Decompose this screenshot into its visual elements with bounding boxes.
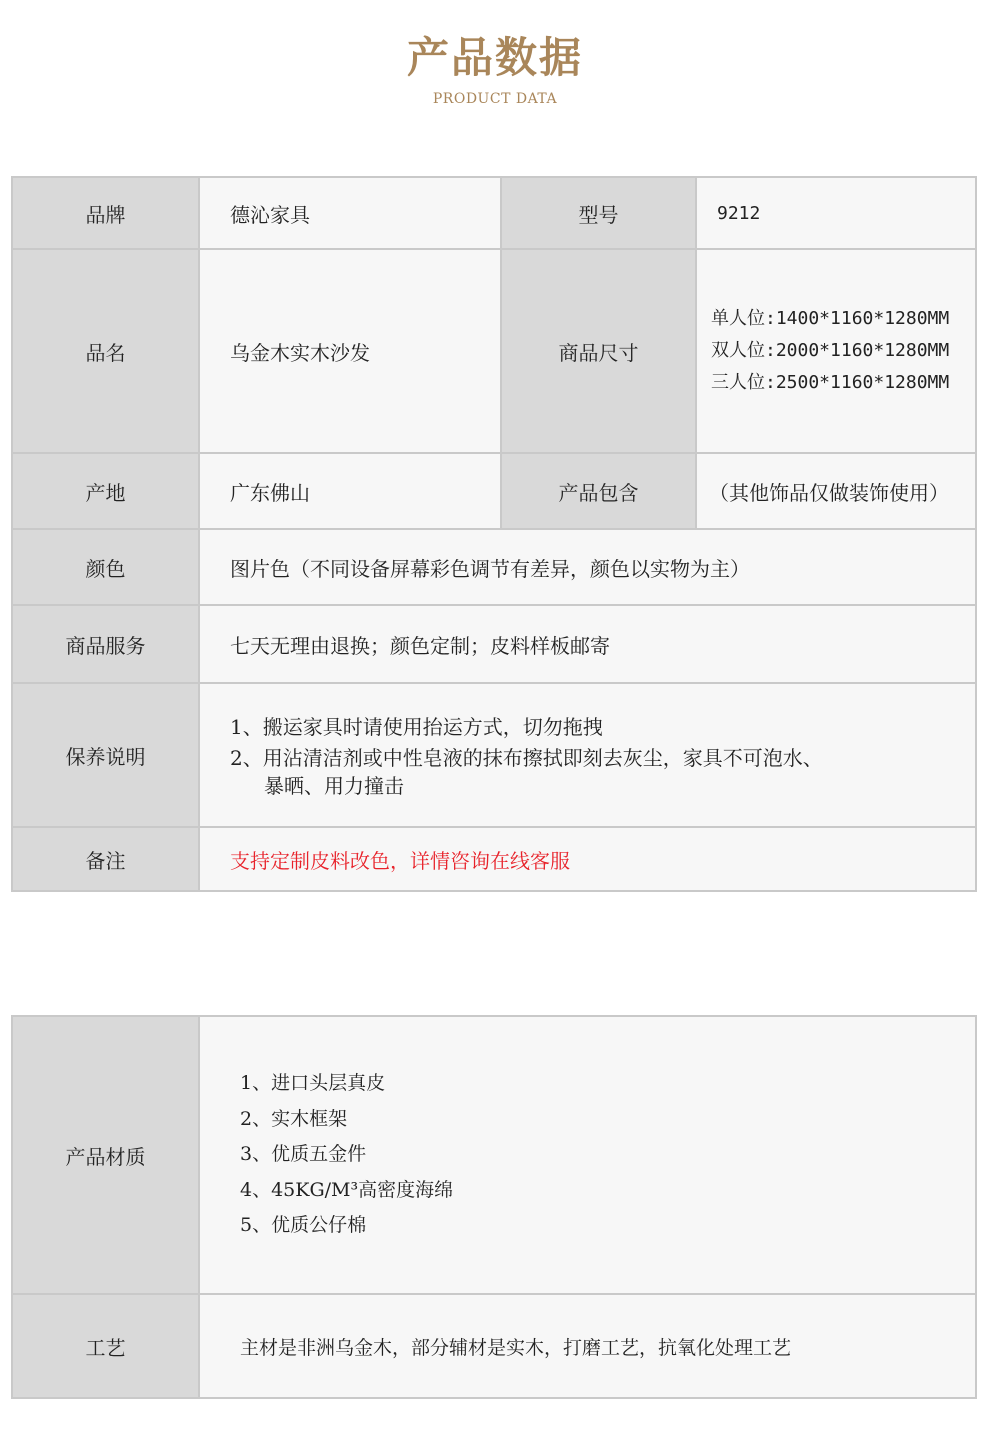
- divider: [13, 826, 975, 828]
- care-line-1: 1、搬运家具时请使用抬运方式，切勿拖拽: [230, 715, 603, 739]
- brand-label: 品牌: [13, 178, 198, 248]
- divider: [198, 178, 200, 890]
- size-triple: 三人位:2500*1160*1280MM: [711, 372, 950, 393]
- divider: [695, 178, 697, 528]
- page-subtitle: PRODUCT DATA: [432, 91, 558, 107]
- material-table: [11, 1015, 977, 1399]
- product-spec-table: [11, 176, 977, 892]
- care-label: 保养说明: [13, 684, 198, 826]
- divider: [198, 1017, 200, 1397]
- model-value: 9212: [697, 178, 975, 248]
- divider: [13, 682, 975, 684]
- package-value: （其他饰品仅做装饰使用）: [697, 454, 975, 528]
- name-value: 乌金木实木沙发: [200, 250, 500, 452]
- model-label: 型号: [502, 178, 695, 248]
- divider: [13, 604, 975, 606]
- size-label: 商品尺寸: [502, 250, 695, 452]
- package-label: 产品包含: [502, 454, 695, 528]
- name-label: 品名: [13, 250, 198, 452]
- divider: [13, 528, 975, 530]
- origin-label: 产地: [13, 454, 198, 528]
- size-double: 双人位:2000*1160*1280MM: [711, 340, 950, 361]
- remark-label: 备注: [13, 828, 198, 890]
- color-value: 图片色（不同设备屏幕彩色调节有差异，颜色以实物为主）: [200, 530, 975, 604]
- size-single: 单人位:1400*1160*1280MM: [711, 308, 950, 329]
- list-item: 1、进口头层真皮: [240, 1072, 386, 1095]
- material-label: 产品材质: [13, 1017, 198, 1293]
- divider: [13, 248, 975, 250]
- service-value: 七天无理由退换；颜色定制；皮料样板邮寄: [200, 606, 975, 682]
- care-line-3: 暴晒、用力撞击: [264, 774, 404, 798]
- remark-value: 支持定制皮料改色，详情咨询在线客服: [200, 828, 975, 890]
- page-title: 产品数据: [406, 33, 583, 82]
- color-label: 颜色: [13, 530, 198, 604]
- care-instructions: [200, 684, 975, 826]
- craft-label: 工艺: [13, 1295, 198, 1397]
- list-item: 4、45KG/M³高密度海绵: [240, 1178, 454, 1201]
- divider: [13, 1293, 975, 1295]
- brand-value: 德沁家具: [200, 178, 500, 248]
- size-values: [697, 250, 975, 452]
- origin-value: 广东佛山: [200, 454, 500, 528]
- divider: [13, 452, 975, 454]
- service-label: 商品服务: [13, 606, 198, 682]
- list-item: 3、优质五金件: [240, 1143, 367, 1166]
- list-item: 5、优质公仔棉: [240, 1214, 367, 1237]
- divider: [500, 178, 502, 528]
- care-line-2: 2、用沾清洁剂或中性皂液的抹布擦拭即刻去灰尘，家具不可泡水、: [230, 746, 823, 770]
- page-header: [0, 30, 990, 108]
- list-item: 2、实木框架: [240, 1107, 348, 1130]
- material-list: [200, 1017, 975, 1293]
- craft-value: 主材是非洲乌金木，部分辅材是实木，打磨工艺，抗氧化处理工艺: [200, 1295, 975, 1397]
